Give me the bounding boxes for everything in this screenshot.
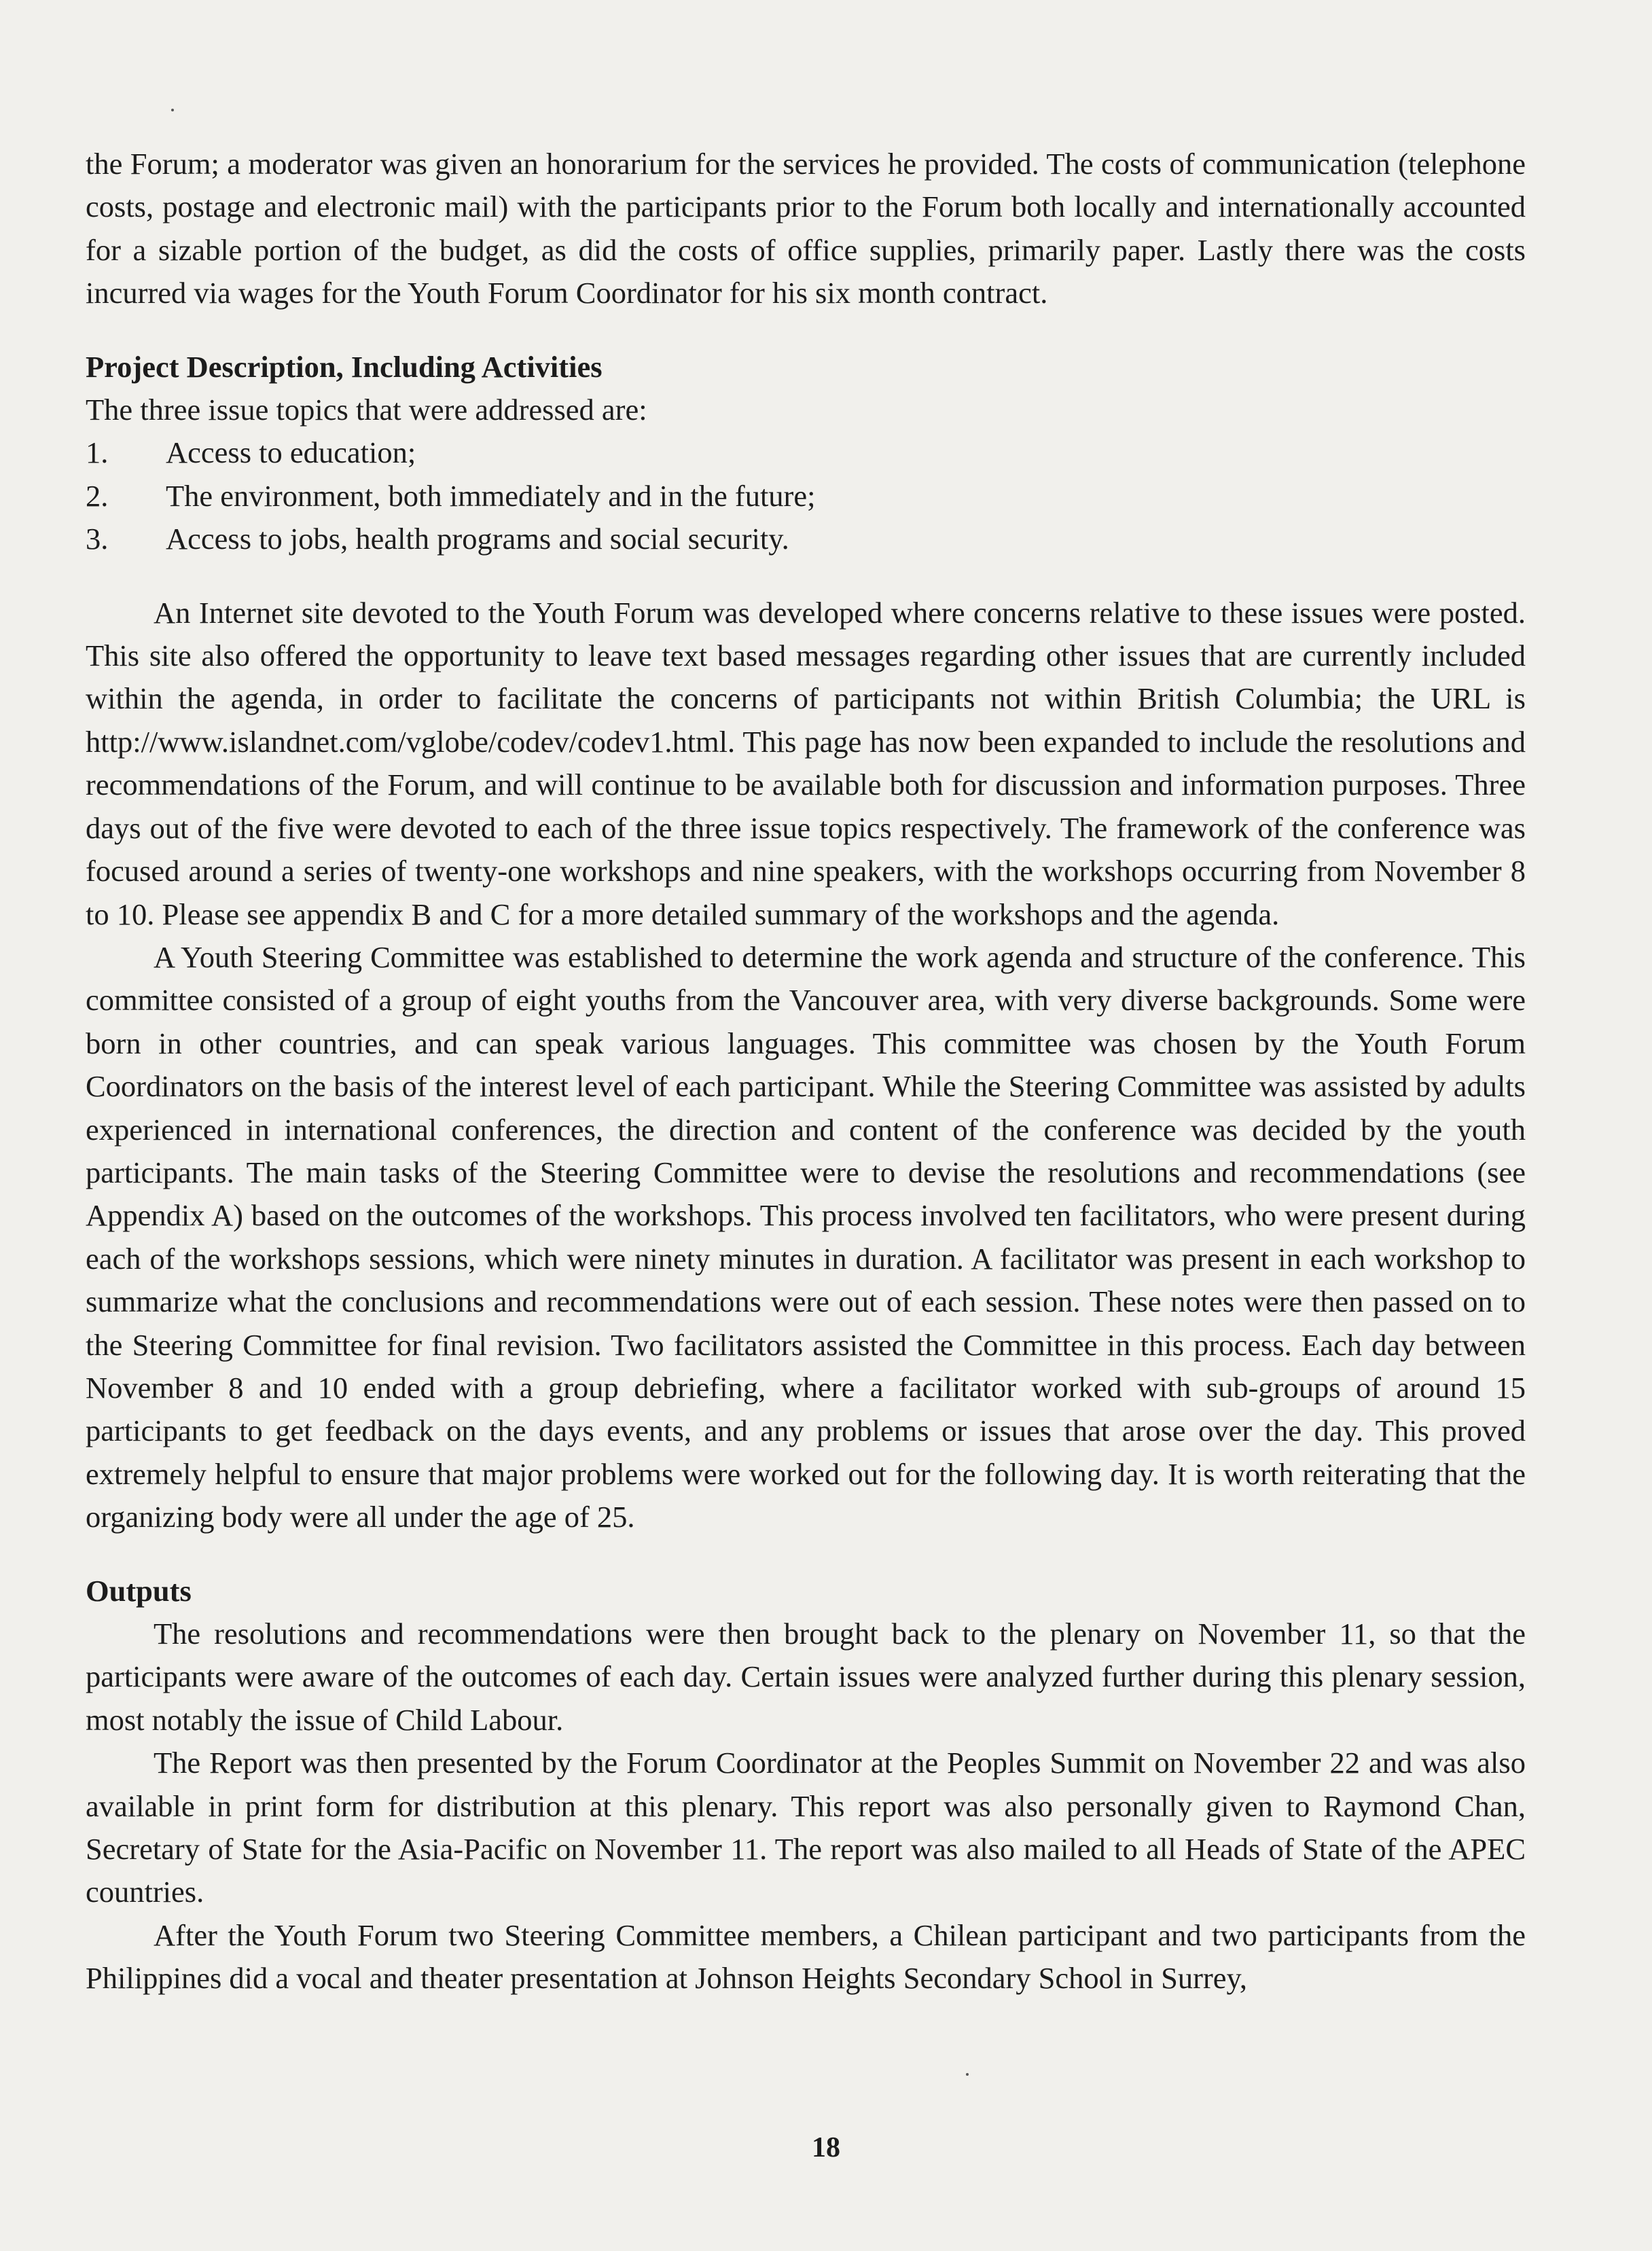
list-item <box>86 518 1526 560</box>
heading-project-description: Project Description, Including Activities <box>86 349 603 384</box>
paragraph-steering-committee: A Youth Steering Committee was established to determine the work agenda and structure of the conference. This committee consisted of a group of eight youths from the Vancouver area, with very diverse backgrounds. Some were born in other countries, and can speak various languages. This committee was chosen by the Youth Forum Coordinators on the basis of the interest level of each participant. While the Steering Committee was assisted by adults experienced in international conferences, the direction and content of the conference was decided by the youth participants. The main tasks of the Steering Committee were to devise the resolutions and recommendations (see Appendix A) based on the outcomes of the workshops. This process involved ten facilitators, who were present during each of the workshops sessions, which were ninety minutes in duration. A facilitator was present in each workshop to summarize what the conclusions and recommendations were out of each session. These notes were then passed on to the Steering Committee for final revision. Two facilitators assisted the Committee in this process. Each day between November 8 and 10 ended with a group debriefing, where a facilitator worked with sub-groups of around 15 participants to get feedback on the days events, and any problems or issues that arose over the day. This proved extremely helpful to ensure that major problems were worked out for the following day. It is worth reiterating that the organizing body were all under the age of 25. <box>86 939 1526 1534</box>
list-item-number: 3. <box>86 522 109 556</box>
list-item-text: Access to education; <box>166 435 416 470</box>
paragraph-internet-site: An Internet site devoted to the Youth Forum was developed where concerns relative to these issues were posted. This site also offered the opportunity to leave text based messages regarding other issues that are currently included within the agenda, in order to facilitate the concerns of participants not within British Columbia; the URL is http://www.islandnet.com/vglobe/codev/codev1.html. This page has now been expanded to include the resolutions and recommendations of the Forum, and will continue to be available both for discussion and information purposes. Three days out of the five were devoted to each of the three issue topics respectively. The framework of the conference was focused around a series of twenty-one workshops and nine speakers, with the workshops occurring from November 8 to 10. Please see appendix B and C for a more detailed summary of the workshops and the agenda. <box>86 595 1526 931</box>
list-item-text: Access to jobs, health programs and social security. <box>166 522 789 556</box>
paragraph-outputs-report: The Report was then presented by the Forum Coordinator at the Peoples Summit on November 22 and was also available in print form for distribution at this plenary. This report was also personally given to Raymond Chan, Secretary of State for the Asia-Pacific on November 11. The report was also mailed to all Heads of State of the APEC countries. <box>86 1746 1526 1909</box>
scan-speck <box>171 109 174 111</box>
body-text <box>86 143 1526 2000</box>
paragraph-budget-continued: the Forum; a moderator was given an honorarium for the services he provided. The costs of communication (telephone costs, postage and electronic mail) with the participants prior to the Forum both locally and internationally accounted for a sizable portion of the budget, as did the costs of office supplies, primarily paper. Lastly there was the costs incurred via wages for the Youth Forum Coordinator for his six month contract. <box>86 147 1526 310</box>
scan-speck <box>966 2073 969 2076</box>
list-item <box>86 475 1526 518</box>
list-item <box>86 431 1526 474</box>
spacer <box>86 1539 1526 1570</box>
list-item-number: 1. <box>86 435 109 470</box>
issue-topics-intro: The three issue topics that were addressed are: <box>86 393 647 427</box>
spacer <box>86 561 1526 592</box>
page-number: 18 <box>812 2132 840 2163</box>
heading-outputs: Outputs <box>86 1573 192 1608</box>
spacer <box>86 315 1526 346</box>
list-item-number: 2. <box>86 478 109 513</box>
issue-topics-list <box>86 431 1526 560</box>
paragraph-outputs-presentation: After the Youth Forum two Steering Committee members, a Chilean participant and two participants from the Philippines did a vocal and theater presentation at Johnson Heights Secondary School in Surrey, <box>86 1917 1526 1996</box>
paragraph-outputs-plenary: The resolutions and recommendations were then brought back to the plenary on November 11, so that the participants were aware of the outcomes of each day. Certain issues were analyzed further during this plenary session, most notably the issue of Child Labour. <box>86 1617 1526 1737</box>
list-item-text: The environment, both immediately and in the future; <box>166 478 816 513</box>
